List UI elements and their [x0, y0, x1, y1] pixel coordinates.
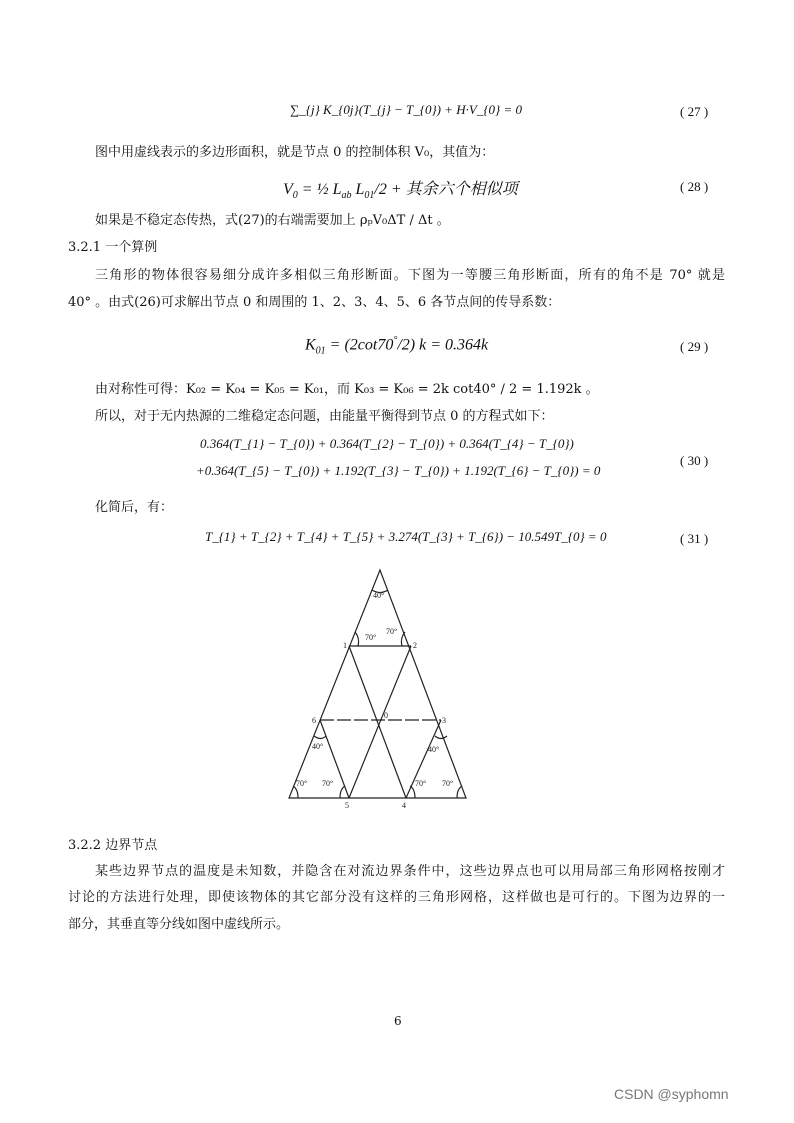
- equation-29: $K_{01} = (2\cot 70^\circ/2) k = 0.364k$: [305, 335, 489, 357]
- node-label-1: 1: [343, 641, 347, 650]
- watermark: CSDN @syphomn: [614, 1086, 729, 1102]
- equation-30-line1: 0.364(T_{1} − T_{0}) + 0.364(T_{2} − T_{0}) + 0.364(T_{4} − T_{0}): [200, 436, 574, 451]
- angle-label: 70°: [322, 779, 334, 788]
- equation-number-31: ( 31 ): [680, 531, 709, 546]
- angle-label: 40°: [428, 745, 440, 754]
- equation-28: $V_0$ = ½ $L_{ab}$ $L_{01}/2$ + 其余六个相似项: [283, 181, 518, 202]
- angle-label: 70°: [415, 779, 427, 788]
- equation-number-30: ( 30 ): [680, 453, 709, 468]
- node-label-2: 2: [413, 641, 417, 650]
- angle-label: 70°: [365, 633, 377, 642]
- angle-label: 40°: [373, 591, 385, 600]
- equation-number-29: ( 29 ): [680, 339, 709, 354]
- paragraph: 图中用虚线表示的多边形面积，就是节点 0 的控制体积 V₀，其值为：: [95, 145, 495, 160]
- paragraph: 某些边界节点的温度是未知数，并隐含在对流边界条件中，这些边界点也可以用局部三角形网格按刚才: [95, 864, 725, 879]
- paragraph: 三角形的物体很容易细分成许多相似三角形断面。下图为一等腰三角形断面，所有的角不是 70° 就是: [95, 268, 725, 283]
- section-heading-3-2-1: 3.2.1 一个算例: [68, 240, 158, 255]
- equation-number-28: ( 28 ): [680, 179, 709, 194]
- paragraph: 所以，对于无内热源的二维稳定态问题，由能量平衡得到节点 0 的方程式如下：: [95, 409, 554, 424]
- paragraph: 部分，其垂直等分线如图中虚线所示。: [68, 917, 290, 932]
- paragraph: 40° 。由式(26)可求解出节点 0 和周围的 1、2、3、4、5、6 各节点间的传导系数：: [68, 295, 561, 310]
- equation-27: ∑_{j} K_{0j}(T_{j} − T_{0}) + H·V_{0} = 0: [290, 102, 523, 117]
- node-label-3: 3: [442, 716, 446, 725]
- paragraph: 化简后，有：: [95, 500, 174, 515]
- node-label-6: 6: [312, 716, 316, 725]
- node-label-4: 4: [402, 801, 406, 810]
- angle-label: 70°: [296, 779, 308, 788]
- node-label-5: 5: [345, 801, 349, 810]
- paragraph: 讨论的方法进行处理，即使该物体的其它部分没有这样的三角形网格，这样做也是可行的。下图为边界的一: [68, 890, 725, 905]
- angle-label: 70°: [386, 627, 398, 636]
- page-number: 6: [394, 1014, 402, 1028]
- angle-label: 70°: [442, 779, 454, 788]
- section-heading-3-2-2: 3.2.2 边界节点: [68, 838, 158, 853]
- equation-30-line2: +0.364(T_{5} − T_{0}) + 1.192(T_{3} − T_{0}) + 1.192(T_{6} − T_{0}) = 0: [196, 463, 601, 478]
- equation-31: T_{1} + T_{2} + T_{4} + T_{5} + 3.274(T_{3} + T_{6}) − 10.549T_{0} = 0: [205, 529, 607, 544]
- paragraph: 如果是不稳定态传热，式(27)的右端需要加上 ρₚV₀ΔT / Δt 。: [95, 213, 450, 228]
- angle-label: 40°: [312, 742, 324, 751]
- node-label-0: 0: [384, 711, 388, 720]
- equation-number-27: ( 27 ): [680, 104, 709, 119]
- paragraph: 由对称性可得：K₀₂ = K₀₄ = K₀₅ = K₀₁，而 K₀₃ = K₀₆ = 2k cot40° / 2 = 1.192k 。: [95, 382, 599, 397]
